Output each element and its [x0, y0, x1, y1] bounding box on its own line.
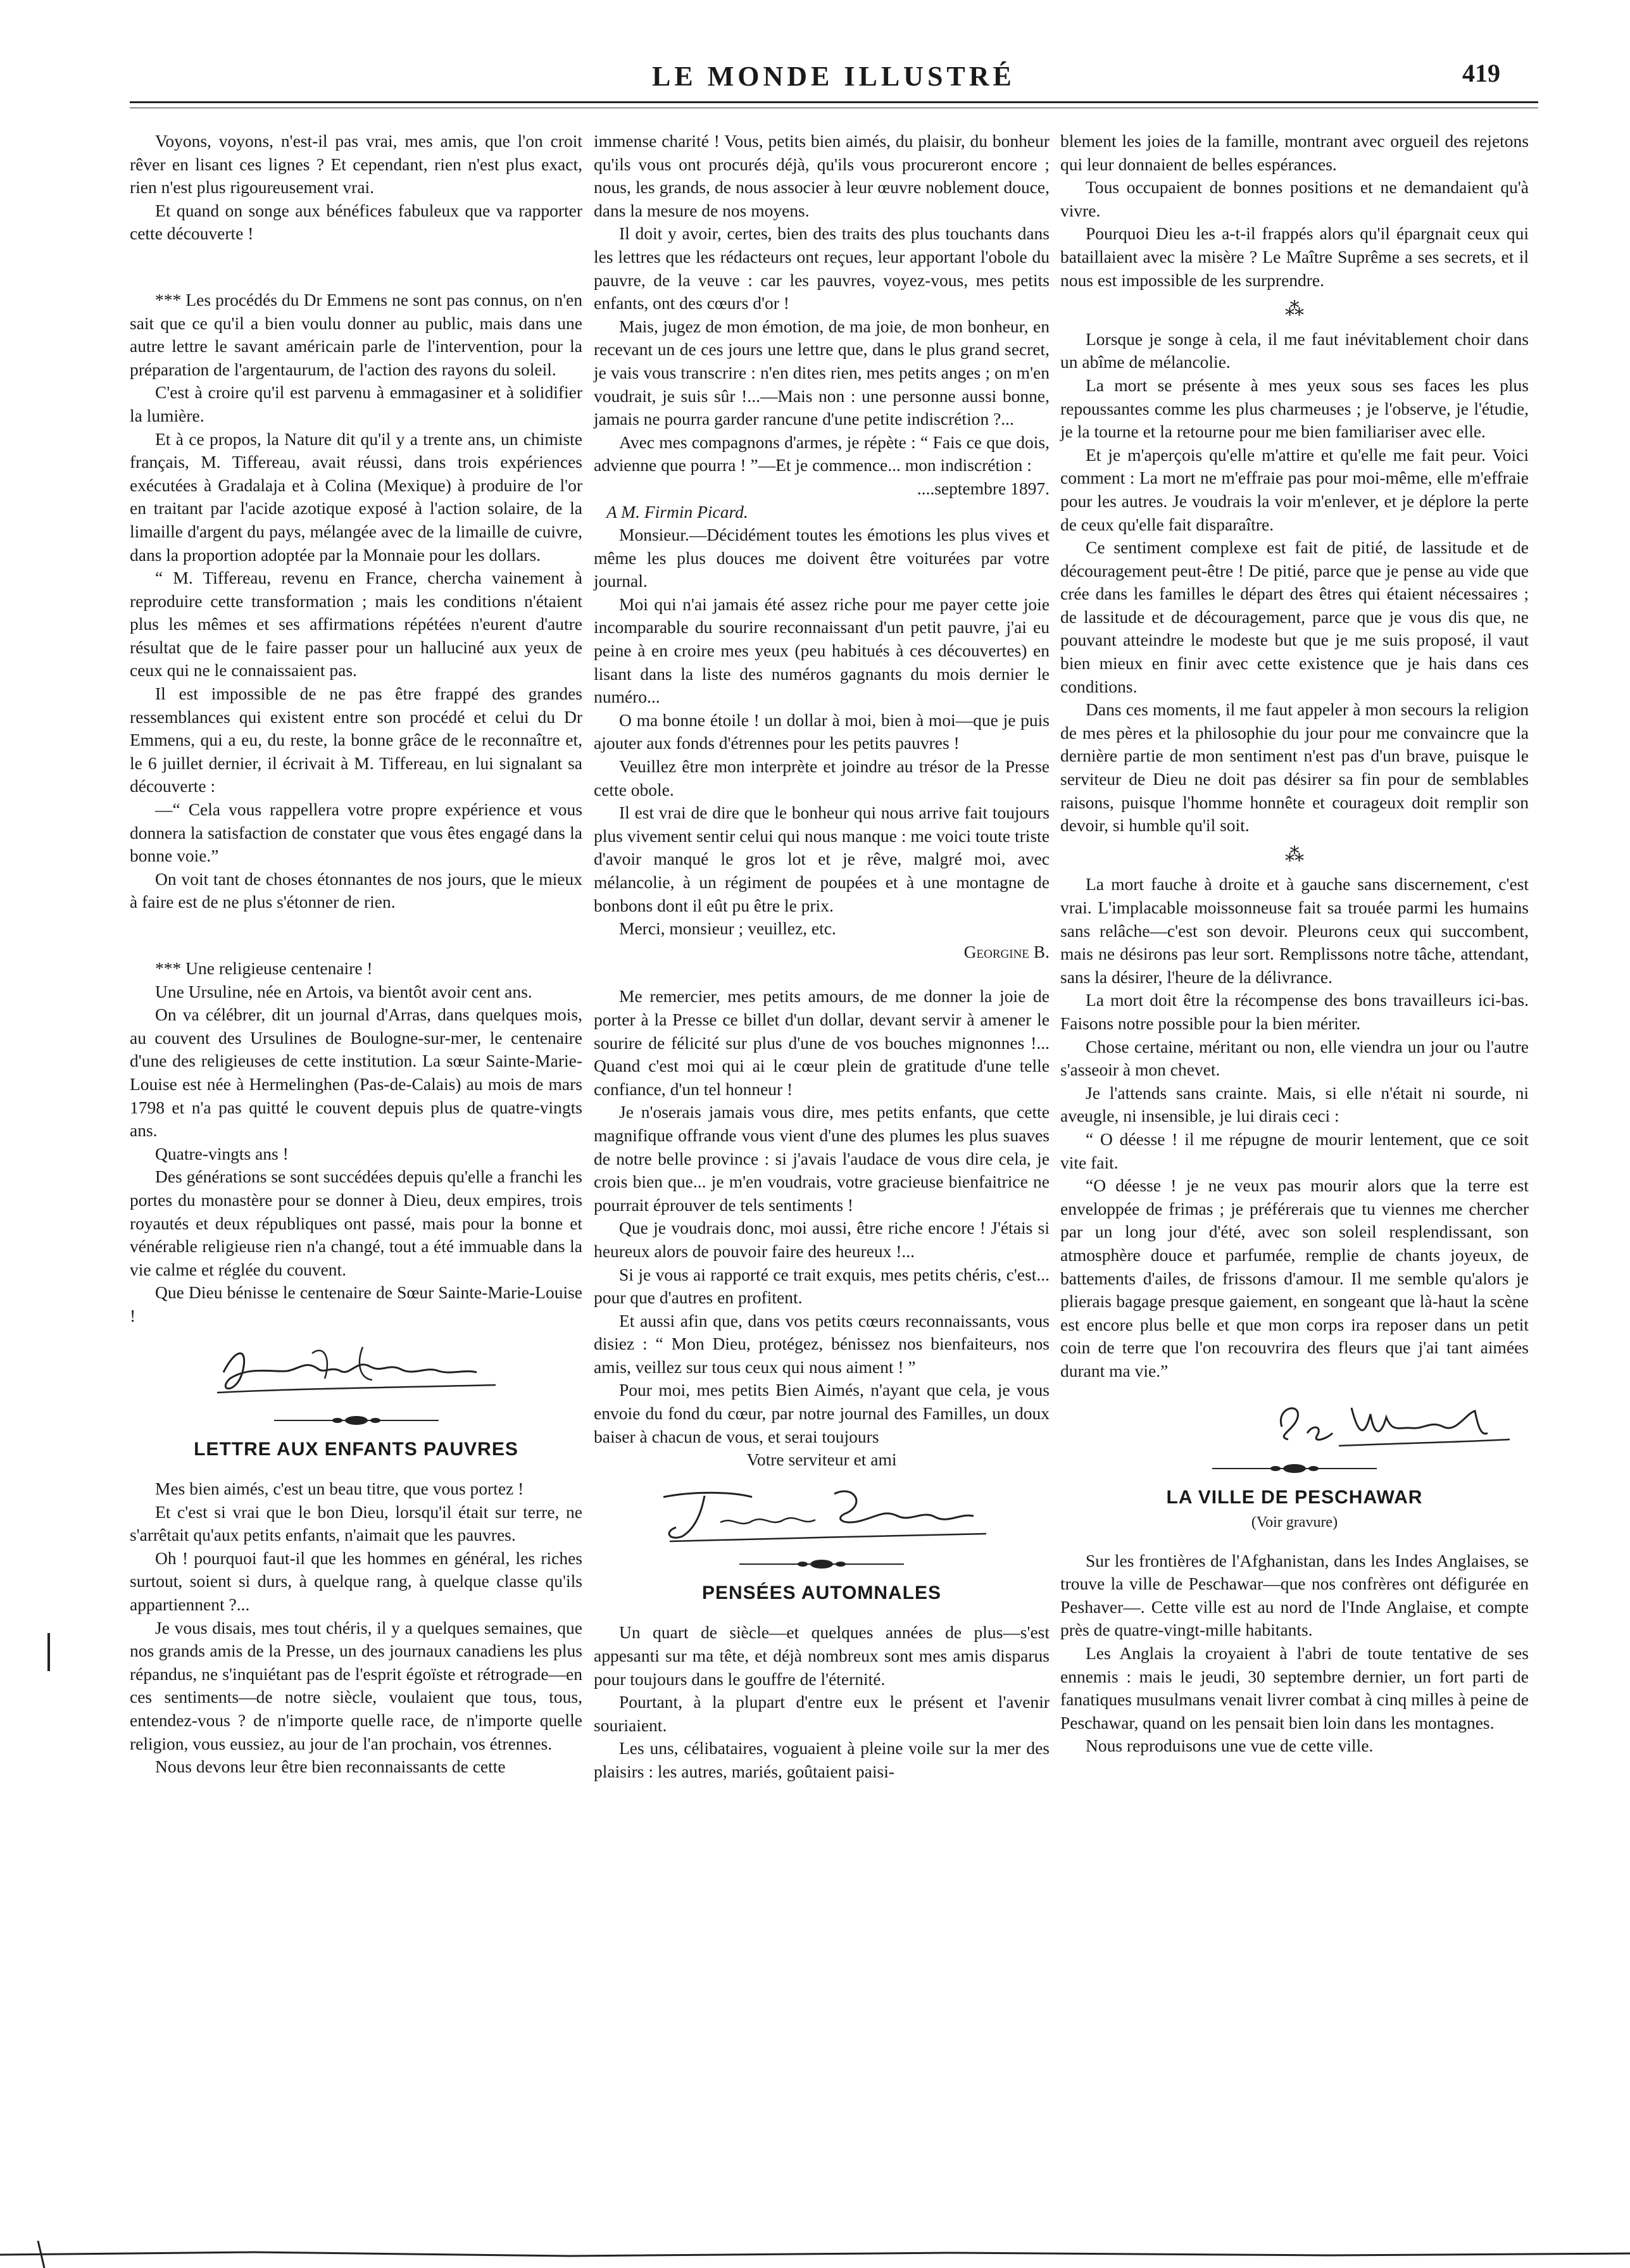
paragraph: Moi qui n'ai jamais été assez riche pour me payer cette joie incomparable du sourire reconnaissant d'un petit pauvre, j'ai eu peine à en croire mes yeux (peu habitués à ces découvertes) en lisant dans la liste des numéros gagnants du mois dernier le numéro... — [594, 594, 1050, 707]
paragraph: “ M. Tiffereau, revenu en France, chercha vainement à reproduire cette transformation ; mais les conditions n'étaient plus les mêmes et ses affirmations répétées n'eurent d'autre résultat que de le faire passer pour un halluciné aux yeux de ceux qui ne le connaissaient pas. — [130, 568, 582, 680]
paragraph: “O déesse ! je ne veux pas mourir alors que la terre est enveloppée de frimas ; je préférerais que tu viennes me chercher par un long jour d'été, avec son soleil resplendissant, son atmosphère douce et parfumée, remplie de chants joyeux, de battements d'ailes, de frissons d'amour. Il me semble qu'alors je plierais bagage presque gaiement, en songeant que là-haut la scène est encore plus belle et que mon corps ira reposer dans un petit coin de terre que l'on recouvrira des fleurs que j'ai tant aimées durant ma vie.” — [1060, 1175, 1529, 1381]
paragraph: Dans ces moments, il me faut appeler à mon secours la religion de mes pères et la philosophie du jour pour me convaincre que la dernière partie de mon sentiment n'est pas d'un brave, puisque le serviteur de Dieu ne doit pas désirer sa fin pour de semblables raisons, puisque l'homme honnête et courageux doit remplir son devoir, si humble qu'il soit. — [1060, 699, 1529, 836]
signature-massicotte — [1263, 1389, 1516, 1452]
closing-line: Votre serviteur et ami — [746, 1450, 897, 1470]
paragraph: Que Dieu bénisse le centenaire de Sœur Sainte-Marie-Louise ! — [130, 1282, 582, 1325]
letter-salutation: A M. Firmin Picard. — [606, 501, 748, 522]
column-3 — [1060, 130, 1529, 1758]
ornament-divider — [274, 1414, 439, 1427]
paragraph: *** Une religieuse centenaire ! — [155, 958, 373, 978]
signature-picard — [644, 1478, 999, 1548]
paragraph: Lorsque je songe à cela, il me faut inévitablement choir dans un abîme de mélancolie. — [1060, 329, 1529, 372]
subheading-voir-gravure: (Voir gravure) — [1251, 1514, 1338, 1531]
paragraph: La mort se présente à mes yeux sous ses faces les plus repoussantes comme les plus charmeuses ; je l'observe, je l'étudie, je la tourne et la retourne pour me bien familiariser avec elle. — [1060, 375, 1529, 442]
page-bottom-edge — [0, 2241, 1630, 2268]
paragraph: Sur les frontières de l'Afghanistan, dans les Indes Anglaises, se trouve la ville de Peschawar—que nos confrères ont défigurée en Peshaver—. Cette ville est au nord de l'Inde Anglaise, et compte près de quatre-vingt-mille habitants. — [1060, 1550, 1529, 1640]
paragraph: La mort doit être la récompense des bons travailleurs ici-bas. Faisons notre possible pour la bien mériter. — [1060, 990, 1529, 1033]
paragraph: —“ Cela vous rappellera votre propre expérience et vous donnera la satisfaction de constater que vous êtes engagé dans la bonne voie.” — [130, 799, 582, 866]
paragraph: Me remercier, mes petits amours, de me donner la joie de porter à la Presse ce billet d'un dollar, devant servir à amener le sourire de félicité sur plus d'une de vos bouches mignonnes !... Quand c'est moi qui ai le cœur plein de gratitude d'une telle confiance, d'un tel honneur ! — [594, 986, 1050, 1099]
paragraph: Mes bien aimés, c'est un beau titre, que vous portez ! — [155, 1479, 524, 1499]
paragraph: “ O déesse ! il me répugne de mourir lentement, que ce soit vite fait. — [1060, 1129, 1529, 1172]
paragraph: Nous reproduisons une vue de cette ville. — [1086, 1736, 1374, 1756]
paragraph: Les Anglais la croyaient à l'abri de toute tentative de ses ennemis : mais le jeudi, 30 septembre dernier, un fort parti de fanatiques musulmans venait livrer combat à cinq milles à peine de Peschawar, quand on les pensait bien loin dans les montagnes. — [1060, 1643, 1529, 1732]
letter-date: ....septembre 1897. — [917, 478, 1050, 498]
masthead: LE MONDE ILLUSTRÉ — [652, 61, 1015, 92]
paragraph: Je l'attends sans crainte. Mais, si elle n'était ni sourde, ni aveugle, ni insensible, je lui dirais ceci : — [1060, 1082, 1529, 1126]
paragraph: Pourquoi Dieu les a-t-il frappés alors qu'il épargnait ceux qui bataillaient avec la misère ? Le Maître Suprême a ses secrets, et il nous est impossible de les surprendre. — [1060, 223, 1529, 290]
paragraph: Des générations se sont succédées depuis qu'elle a franchi les portes du monastère pour se donner à Dieu, deux empires, trois royautés et deux républiques ont passé, mais pour la bonne et vénérable religieuse rien n'a changé, tout a été immuable dans la vie calme et réglée du couvent. — [130, 1167, 582, 1279]
page-number: 419 — [1462, 59, 1500, 87]
paragraph: Les uns, célibataires, voguaient à pleine voile sur la mer des plaisirs : les autres, mariés, goûtaient paisi- — [594, 1738, 1050, 1781]
letter-signature: Georgine B. — [963, 941, 1050, 962]
paragraph: Voyons, voyons, n'est-il pas vrai, mes amis, que l'on croit rêver en lisant ces lignes ? Et cependant, rien n'est plus exact, rien n'est plus rigoureusement vrai. — [130, 131, 582, 197]
paragraph: Pourtant, à la plupart d'entre eux le présent et l'avenir souriaient. — [594, 1692, 1050, 1735]
paragraph: Nous devons leur être bien reconnaissants de cette — [155, 1757, 506, 1777]
paragraph: Un quart de siècle—et quelques années de plus—s'est appesanti sur ma tête, et déjà nombreux sont mes amis disparus pour toujours dans le gouffre de l'éternité. — [594, 1622, 1050, 1689]
paragraph: Une Ursuline, née en Artois, va bientôt avoir cent ans. — [155, 981, 532, 1001]
paragraph: immense charité ! Vous, petits bien aimés, du plaisir, du bonheur qu'ils vous ont procurés déjà, qu'ils vous procureront encore ; nous, les grands, de nous associer à leur œuvre noblement douce, dans la mesure de nos moyens. — [594, 131, 1050, 220]
paragraph: blement les joies de la famille, montrant avec orgueil des rejetons qui leur donnaient de belles espérances. — [1060, 131, 1529, 174]
signature-ledieu — [198, 1334, 515, 1404]
column-1 — [130, 130, 582, 1779]
paragraph: Quatre-vingts ans ! — [155, 1143, 289, 1163]
paragraph: *** Les procédés du Dr Emmens ne sont pas connus, on n'en sait que ce qu'il a bien voulu donner au public, mais dans une autre lettre le savant américain parle de l'intervention, pour la préparation de l'argentaurum, de l'action des rayons du soleil. — [130, 289, 582, 379]
margin-mark — [47, 1633, 50, 1671]
paragraph: Si je vous ai rapporté ce trait exquis, mes petits chéris, c'est... pour que d'autres en profitent. — [594, 1264, 1050, 1308]
paragraph: Avec mes compagnons d'armes, je répète : “ Fais ce que dois, advienne que pourra ! ”—Et je commence... mon indiscrétion : — [594, 432, 1050, 475]
ornament-divider — [739, 1558, 904, 1570]
paragraph: Merci, monsieur ; veuillez, etc. — [619, 918, 836, 939]
paragraph: Il doit y avoir, certes, bien des traits des plus touchants dans les lettres que les rédacteurs ont reçues, leur apportant l'obole du pauvre, de la veuve : car les pauvres, voyez-vous, mes petits enfants, ont des cœurs d'or ! — [594, 223, 1050, 313]
paragraph: Mais, jugez de mon émotion, de ma joie, de mon bonheur, en recevant un de ces jours une lettre que, dans le plus grand secret, je vais vous transcrire : n'en dites rien, mes petits anges ; on m'en voudrait, je suis sûr !...—Mais non : une personne aussi bonne, jamais ne pourra garder rancune d'une petite indiscrétion ?... — [594, 316, 1050, 429]
paragraph: O ma bonne étoile ! un dollar à moi, bien à moi—que je puis ajouter aux fonds d'étrennes pour les petits pauvres ! — [594, 710, 1050, 753]
paragraph: La mort fauche à droite et à gauche sans discernement, c'est vrai. L'implacable moissonneuse fait sa trouée parmi les humains sans relâche—c'est son devoir. Pleurons ceux qui succombent, mais ne désirons pas leur sort. Remplissons notre tâche, attendant, sans la désirer, l'heure de la délivrance. — [1060, 874, 1529, 987]
paragraph: Oh ! pourquoi faut-il que les hommes en général, les riches surtout, soient si durs, à quelque rang, à quelque classe qu'ils appartiennent ?... — [130, 1548, 582, 1615]
paragraph: C'est à croire qu'il est parvenu à emmagasiner et à solidifier la lumière. — [130, 382, 582, 425]
paragraph: Que je voudrais donc, moi aussi, être riche encore ! J'étais si heureux alors de pouvoir faire des heureux !... — [594, 1218, 1050, 1261]
paragraph: Je vous disais, mes tout chéris, il y a quelques semaines, que nos grands amis de la Presse, un des journaux canadiens les plus répandus, ne s'inquiétant pas de l'esprit égoïste et rétrograde—en ces sentiments—de notre siècle, voulaient que tous, tous, entendez-vous ? de n'importe quelle race, de n'importe quelle religion, vous eussiez, au jour de l'an prochain, vos étrennes. — [130, 1617, 582, 1753]
paragraph: Ce sentiment complexe est fait de pitié, de lassitude et de découragement peut-être ! De pitié, parce que je pense au vide que crée dans les familles le départ des êtres qui étaient nécessaires ; de lassitude et de découragement, parce que je vous dis que, ne pouvant atteindre le modeste but que je me suis proposé, il vaut bien mieux en finir avec cette existence que je hais dans ces conditions. — [1060, 537, 1529, 696]
paragraph: Il est vrai de dire que le bonheur qui nous arrive fait toujours plus vivement sentir celui qui nous manque : me voici toute triste d'avoir manqué le gros lot et je rêve, malgré moi, avec mélancolie, à un régiment de poupées et à une montagne de bonbons dont il eût pu être le prix. — [594, 803, 1050, 915]
paragraph: Et aussi afin que, dans vos petits cœurs reconnaissants, vous disiez : “ Mon Dieu, protégez, bénissez nos bienfaiteurs, nos amis, veillez sur tous ceux qui nous aiment ! ” — [594, 1310, 1050, 1377]
paragraph: Pour moi, mes petits Bien Aimés, n'ayant que cela, je vous envoie du fond du cœur, par notre journal des Familles, un doux baiser à chacun de vous, et serai toujours — [594, 1380, 1050, 1446]
heading-lettre-aux-enfants-pauvres: LETTRE AUX ENFANTS PAUVRES — [194, 1438, 518, 1460]
paragraph: Veuillez être mon interprète et joindre au trésor de la Presse cette obole. — [594, 756, 1050, 799]
asterism-icon: ⁂ — [1285, 844, 1304, 865]
paragraph: Je n'oserais jamais vous dire, mes petits enfants, que cette magnifique offrande vous vient d'une des plumes les plus suaves de notre belle province : si j'avais l'audace de vous dire cela, je crois bien que... je m'en voudrais, votre gracieuse bienfaitrice ne pourrait éprouver de tels sentiments ! — [594, 1102, 1050, 1215]
header-rule — [130, 101, 1538, 103]
paragraph: Tous occupaient de bonnes positions et ne demandaient qu'à vivre. — [1060, 177, 1529, 220]
paragraph: Et quand on songe aux bénéfices fabuleux que va rapporter cette découverte ! — [130, 200, 582, 244]
paragraph: Et je m'aperçois qu'elle m'attire et qu'elle me fait peur. Voici comment : La mort ne m'effraie pas pour moi-même, elle m'effraie pour les autres. Je voudrais la voir m'enlever, et je déplore la perte de ceux qu'elle fait disparaître. — [1060, 444, 1529, 534]
paragraph: Et à ce propos, la Nature dit qu'il y a trente ans, un chimiste français, M. Tiffereau, avait réussi, dans trois expériences exécutées à Gradalaja et à Colina (Mexique) à produire de l'or en traitant par l'acide azotique exposé à l'action solaire, de la limaille d'argent du pays, mélangée avec de la limaille de cuivre, dans la proportion adoptée par la Monnaie pour les dollars. — [130, 429, 582, 565]
heading-la-ville-de-peschawar: LA VILLE DE PESCHAWAR — [1166, 1487, 1423, 1508]
paragraph: Il est impossible de ne pas être frappé des grandes ressemblances qui existent entre son procédé et celui du Dr Emmens, qui a eu, du reste, la bonne grâce de le reconnaître et, le 6 juillet dernier, il écrivait à M. Tiffereau, en lui signalant sa découverte : — [130, 684, 582, 796]
ornament-divider — [1212, 1462, 1377, 1475]
heading-pensees-automnales: PENSÉES AUTOMNALES — [701, 1582, 942, 1603]
paragraph: On va célébrer, dit un journal d'Arras, dans quelques mois, au couvent des Ursulines de Boulogne-sur-mer, le centenaire d'une des religieuses de cette institution. La sœur Sainte-Marie-Louise est née à Hermelinghen (Pas-de-Calais) au mois de mars 1798 et n'a pas quitté le couvent depuis plus de quatre-vingts ans. — [130, 1005, 582, 1141]
paragraph: On voit tant de choses étonnantes de nos jours, que le mieux à faire est de ne plus s'étonner de rien. — [130, 868, 582, 912]
asterism-icon: ⁂ — [1285, 299, 1304, 320]
paragraph: Et c'est si vrai que le bon Dieu, lorsqu'il était sur terre, ne s'arrêtait qu'aux petits enfants, n'aimait que les pauvres. — [130, 1501, 582, 1545]
paragraph: Chose certaine, méritant ou non, elle viendra un jour ou l'autre s'asseoir à mon chevet. — [1060, 1036, 1529, 1080]
paragraph: Monsieur.—Décidément toutes les émotions les plus vives et même les plus douces me doivent être voiturées par votre journal. — [594, 525, 1050, 591]
column-2 — [594, 130, 1050, 1784]
